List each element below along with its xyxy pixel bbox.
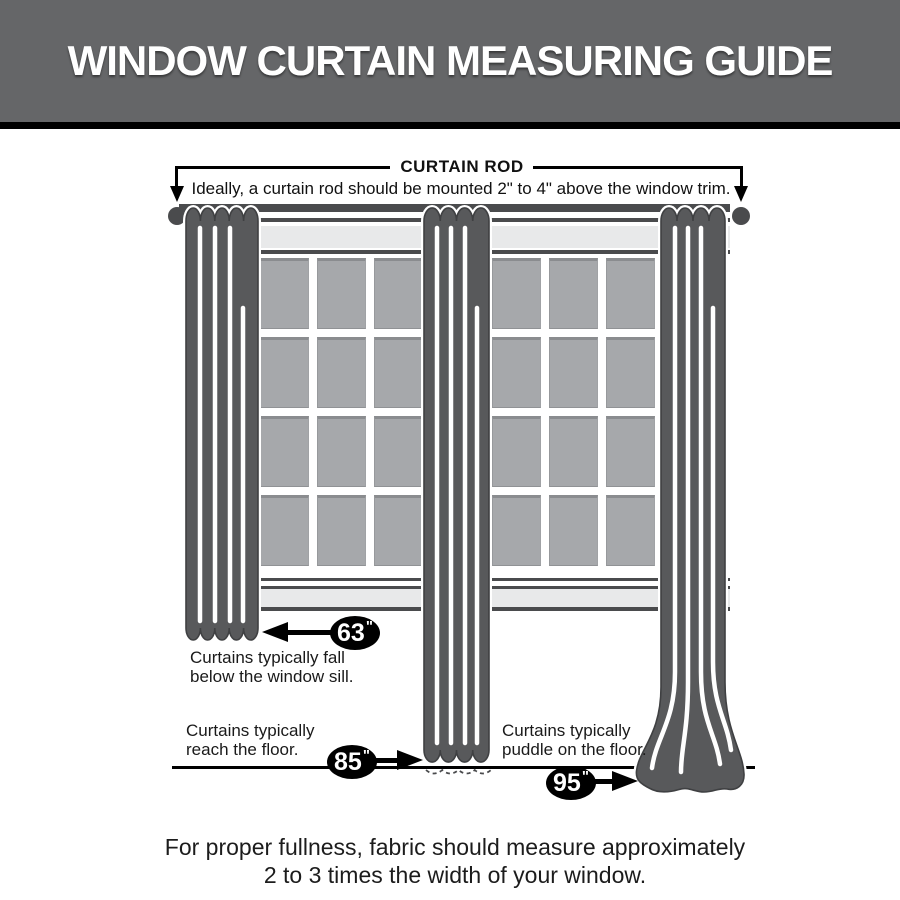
bracket-line-left: [175, 166, 390, 169]
caption-line: Curtains typically: [502, 721, 631, 740]
window-pane: [317, 337, 366, 408]
curtain-63-inch: [182, 202, 261, 649]
window-pane: [492, 337, 541, 408]
window-pane: [549, 337, 598, 408]
window-panes-left-section: [260, 258, 423, 566]
right-arrow-icon: [612, 771, 638, 791]
window-pane: [374, 416, 423, 487]
measurement-badge-63: [330, 616, 380, 650]
window-pane: [317, 495, 366, 566]
footer-line: 2 to 3 times the width of your window.: [263, 862, 647, 888]
badge-number: 85: [334, 748, 362, 776]
window-pane: [549, 416, 598, 487]
inch-mark: ": [365, 618, 373, 635]
badge-number: 63: [337, 619, 365, 647]
inch-mark: ": [581, 768, 589, 785]
caption-below-sill: [190, 648, 353, 686]
page-title: WINDOW CURTAIN MEASURING GUIDE: [67, 37, 833, 84]
rod-mounting-tip: Ideally, a curtain rod should be mounted 2" to 4" above the window trim.: [191, 179, 731, 198]
footer-line: For proper fullness, fabric should measure approximately: [164, 834, 746, 860]
badge-number: 95: [553, 769, 581, 797]
arrow-line-95: [594, 779, 613, 784]
window-pane: [492, 495, 541, 566]
inch-mark: ": [362, 747, 370, 764]
caption-line: reach the floor.: [186, 740, 299, 759]
bracket-line-right: [533, 166, 742, 169]
window-pane: [374, 495, 423, 566]
caption-line: below the window sill.: [190, 667, 354, 686]
window-pane: [317, 258, 366, 329]
left-arrow-icon: [262, 622, 288, 642]
footer-note: [5, 833, 900, 889]
caption-puddle-floor: [502, 721, 647, 759]
right-arrow-icon: [397, 750, 423, 770]
header-divider: [0, 122, 900, 129]
window-pane: [317, 416, 366, 487]
arrow-line-85: [375, 758, 398, 763]
window-pane: [492, 258, 541, 329]
window-pane: [549, 258, 598, 329]
window-pane: [492, 416, 541, 487]
curtain-95-inch: [630, 202, 750, 799]
window-pane: [260, 416, 309, 487]
measurement-badge-85: [327, 745, 377, 779]
caption-line: puddle on the floor.: [502, 740, 647, 759]
window-pane: [374, 258, 423, 329]
caption-line: Curtains typically fall: [190, 648, 345, 667]
measurement-badge-95: [546, 766, 596, 800]
curtain-85-inch: [420, 202, 493, 782]
header-banner: [0, 0, 900, 122]
caption-line: Curtains typically: [186, 721, 315, 740]
window-pane: [260, 258, 309, 329]
window-pane: [374, 337, 423, 408]
curtain-rod-label: CURTAIN ROD: [400, 157, 524, 176]
window-pane: [549, 495, 598, 566]
window-pane: [260, 337, 309, 408]
arrow-line-63: [286, 630, 332, 635]
window-pane: [260, 495, 309, 566]
caption-reach-floor: [186, 721, 315, 759]
